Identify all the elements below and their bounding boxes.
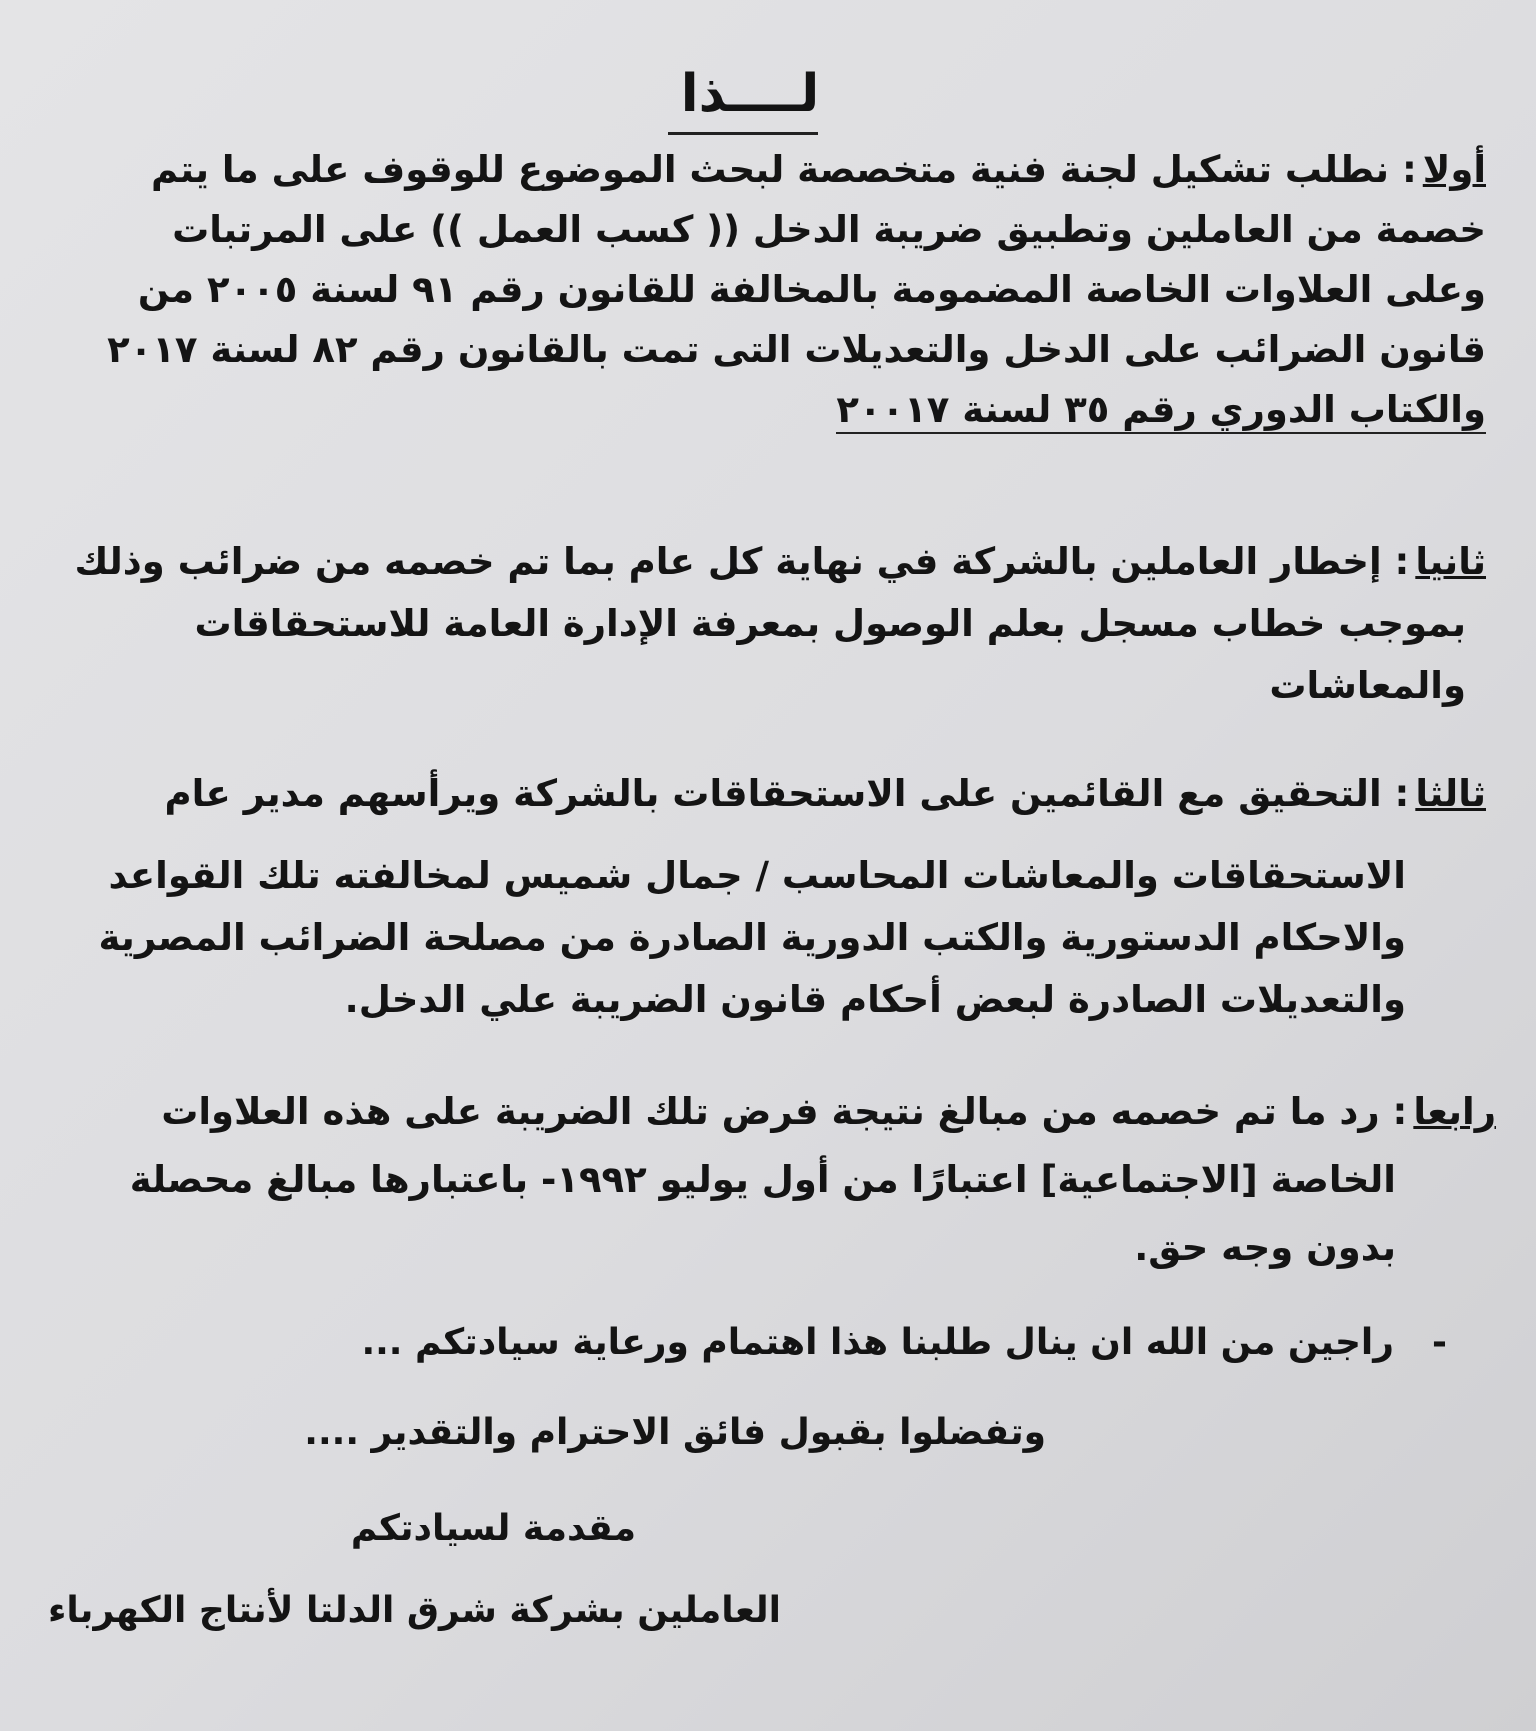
section-text: : رد ما تم خصمه من مبالغ نتيجة فرض تلك الضريبة على هذه العلاوات — [161, 1090, 1408, 1133]
section-line: بدون وجه حق. — [1134, 1226, 1396, 1269]
page-title: لــــذا — [680, 64, 820, 124]
section-line: الاستحقاقات والمعاشات المحاسب / جمال شميس لمخالفته تلك القواعد — [108, 854, 1406, 897]
closing-submitted: مقدمة لسيادتكم — [350, 1508, 636, 1549]
section-line: الخاصة [الاجتماعية] اعتبارًا من أول يوليو ١٩٩٢- باعتبارها مبالغ محصلة — [129, 1158, 1396, 1201]
closing-regards: وتفضلوا بقبول فائق الاحترام والتقدير .... — [304, 1412, 1046, 1453]
section-line — [165, 772, 1486, 816]
section-line: وعلى العلاوات الخاصة المضمومة بالمخالفة للقانون رقم ٩١ لسنة ٢٠٠٥ من — [137, 268, 1486, 311]
closing-signatory: العاملين بشركة شرق الدلتا لأنتاج الكهرباء — [48, 1590, 781, 1631]
section-line: والكتاب الدوري رقم ٣٥ لسنة ٢٠٠١٧ — [836, 388, 1486, 434]
section-text: : إخطار العاملين بالشركة في نهاية كل عام بما تم خصمه من ضرائب وذلك — [74, 540, 1410, 583]
section-second — [26, 540, 1486, 740]
section-line: قانون الضرائب على الدخل والتعديلات التى تمت بالقانون رقم ٨٢ لسنة ٢٠١٧ — [107, 328, 1486, 371]
section-text: : التحقيق مع القائمين على الاستحقاقات بالشركة ويرأسهم مدير عام — [164, 772, 1410, 815]
section-line — [74, 540, 1486, 584]
section-third — [26, 772, 1486, 1052]
section-label: رابعا — [1413, 1090, 1496, 1133]
section-first — [26, 148, 1486, 508]
section-line — [151, 148, 1486, 192]
section-line: والتعديلات الصادرة لبعض أحكام قانون الضريبة علي الدخل. — [344, 978, 1406, 1021]
closing-dash: - — [1432, 1322, 1447, 1363]
section-line: بموجب خطاب مسجل بعلم الوصول بمعرفة الإدارة العامة للاستحقاقات — [194, 602, 1466, 645]
section-line: خصمة من العاملين وتطبيق ضريبة الدخل (( كسب العمل )) على المرتبات — [172, 208, 1486, 251]
section-label: ثانيا — [1415, 540, 1486, 583]
section-line: والمعاشات — [1269, 664, 1466, 707]
section-line — [161, 1090, 1496, 1134]
section-label: أولا — [1422, 148, 1486, 191]
section-text: : نطلب تشكيل لجنة فنية متخصصة لبحث الموضوع للوقوف على ما يتم — [151, 148, 1417, 191]
section-line: والاحكام الدستورية والكتب الدورية الصادرة من مصلحة الضرائب المصرية — [98, 916, 1406, 959]
section-fourth — [26, 1090, 1496, 1290]
title-underline — [668, 132, 818, 135]
section-label: ثالثا — [1415, 772, 1486, 815]
closing-hope: راجين من الله ان ينال طلبنا هذا اهتمام ورعاية سيادتكم ... — [361, 1322, 1394, 1363]
